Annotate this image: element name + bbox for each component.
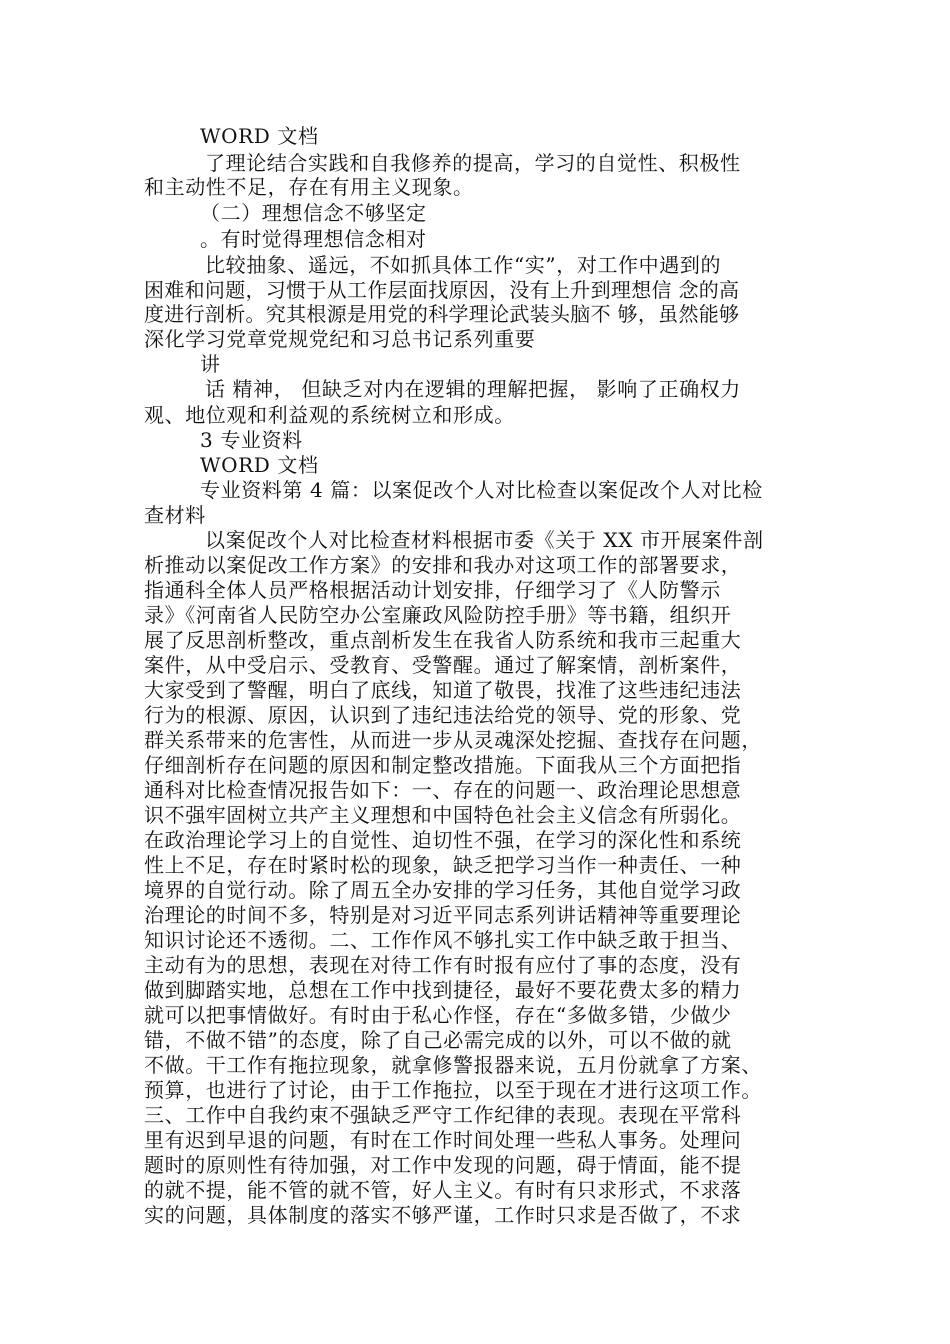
paragraph-line: 展了反思剖析整改，重点剖析发生在我省人防系统和我市三起重大 (144, 628, 742, 652)
paragraph-line: 里有迟到早退的问题，有时在工作时间处理一些私人事务。处理问 (144, 1128, 742, 1152)
paragraph-line: 仔细剖析存在问题的原因和制定整改措施。下面我从三个方面把指 (144, 753, 742, 777)
paragraph-line: 在政治理论学习上的自觉性、迫切性不强，在学习的深化性和系统 (144, 828, 742, 852)
paragraph-line: 群关系带来的危害性，从而进一步从灵魂深处挖掘、查找存在问题， (144, 728, 762, 752)
paragraph-line: 通科对比检查情况报告如下：一、存在的问题一、政治理论思想意 (144, 778, 742, 802)
paragraph-line: 性上不足，存在时紧时松的现象，缺乏把学习当作一种责任、一种 (144, 853, 742, 877)
paragraph-line: 析推动以案促改工作方案》的安排和我办对这项工作的部署要求， (144, 553, 742, 577)
header-word-doc: WORD 文档 (200, 453, 319, 477)
paragraph-line: 预算，也进行了讨论，由于工作拖拉，以至于现在才进行这项工作。 (144, 1078, 762, 1102)
article-title-cont: 查材料 (144, 503, 206, 527)
text-line: 了理论结合实践和自我修养的提高，学习的自觉性、积极性 (205, 151, 741, 175)
paragraph-line: 治理论的时间不多，特别是对习近平同志系列讲话精神等重要理论 (144, 903, 742, 927)
text-line: 和主动性不足，存在有用主义现象。 (144, 175, 474, 199)
paragraph-line: 知识讨论还不透彻。二、工作作风不够扎实工作中缺乏敢于担当、 (144, 928, 742, 952)
paragraph-line: 就可以把事情做好。有时由于私心作怪，存在“多做多错，少做少 (144, 1003, 732, 1027)
paragraph-line: 大家受到了警醒，明白了底线，知道了敬畏，找准了这些违纪违法 (144, 678, 742, 702)
paragraph-line: 不做。干工作有拖拉现象，就拿修警报器来说，五月份就拿了方案、 (144, 1053, 762, 1077)
text-line: 度进行剖析。究其根源是用党的科学理论武装头脑不 够，虽然能够 (144, 302, 740, 326)
text-line: 观、地位观和利益观的系统树立和形成。 (144, 403, 515, 427)
paragraph-line: 境界的自觉行动。除了周五全办安排的学习任务，其他自觉学习政 (144, 878, 742, 902)
header-word-doc: WORD 文档 (200, 124, 319, 148)
paragraph-line: 题时的原则性有待加强，对工作中发现的问题，碍于情面，能不提 (144, 1153, 742, 1177)
paragraph-line: 实的问题，具体制度的落实不够严谨，工作时只求是否做了，不求 (144, 1203, 742, 1227)
text-line: 讲 (200, 352, 221, 376)
section-heading: （二）理想信念不够坚定 (200, 201, 427, 225)
footer-label: 3 专业资料 (200, 428, 303, 452)
article-title: 专业资料第 4 篇：以案促改个人对比检查以案促改个人对比检 (200, 478, 763, 502)
paragraph-line: 以案促改个人对比检查材料根据市委《关于 XX 市开展案件剖 (205, 528, 764, 552)
paragraph-line: 错，不做不错”的态度，除了自己必需完成的以外，可以不做的就 (144, 1028, 732, 1052)
paragraph-line: 做到脚踏实地，总想在工作中找到捷径，最好不要花费太多的精力 (144, 978, 742, 1002)
text-line: 比较抽象、遥远，不如抓具体工作“实”，对工作中遇到的 (205, 253, 722, 277)
text-line: 话 精神， 但缺乏对内在逻辑的理解把握， 影响了正确权力 (205, 377, 741, 401)
paragraph-line: 案件，从中受启示、受教育、受警醒。通过了解案情，剖析案件， (144, 653, 742, 677)
paragraph-line: 指通科全体人员严格根据活动计划安排，仔细学习了《人防警示 (144, 578, 721, 602)
text-line: 深化学习党章党规党纪和习总书记系列重要 (144, 327, 536, 351)
paragraph-line: 的就不提，能不管的就不管，好人主义。有时有只求形式，不求落 (144, 1178, 742, 1202)
paragraph-line: 行为的根源、原因，认识到了违纪违法给党的领导、党的形象、党 (144, 703, 742, 727)
paragraph-line: 三、工作中自我约束不强缺乏严守工作纪律的表现。表现在平常科 (144, 1103, 742, 1127)
text-line: 。有时觉得理想信念相对 (200, 227, 427, 251)
text-line: 困难和问题，习惯于从工作层面找原因，没有上升到理想信 念的高 (144, 278, 740, 302)
paragraph-line: 识不强牢固树立共产主义理想和中国特色社会主义信念有所弱化。 (144, 803, 742, 827)
paragraph-line: 主动有为的思想，表现在对待工作有时报有应付了事的态度，没有 (144, 953, 742, 977)
paragraph-line: 录》《河南省人民防空办公室廉政风险防控手册》等书籍，组织开 (144, 603, 732, 627)
